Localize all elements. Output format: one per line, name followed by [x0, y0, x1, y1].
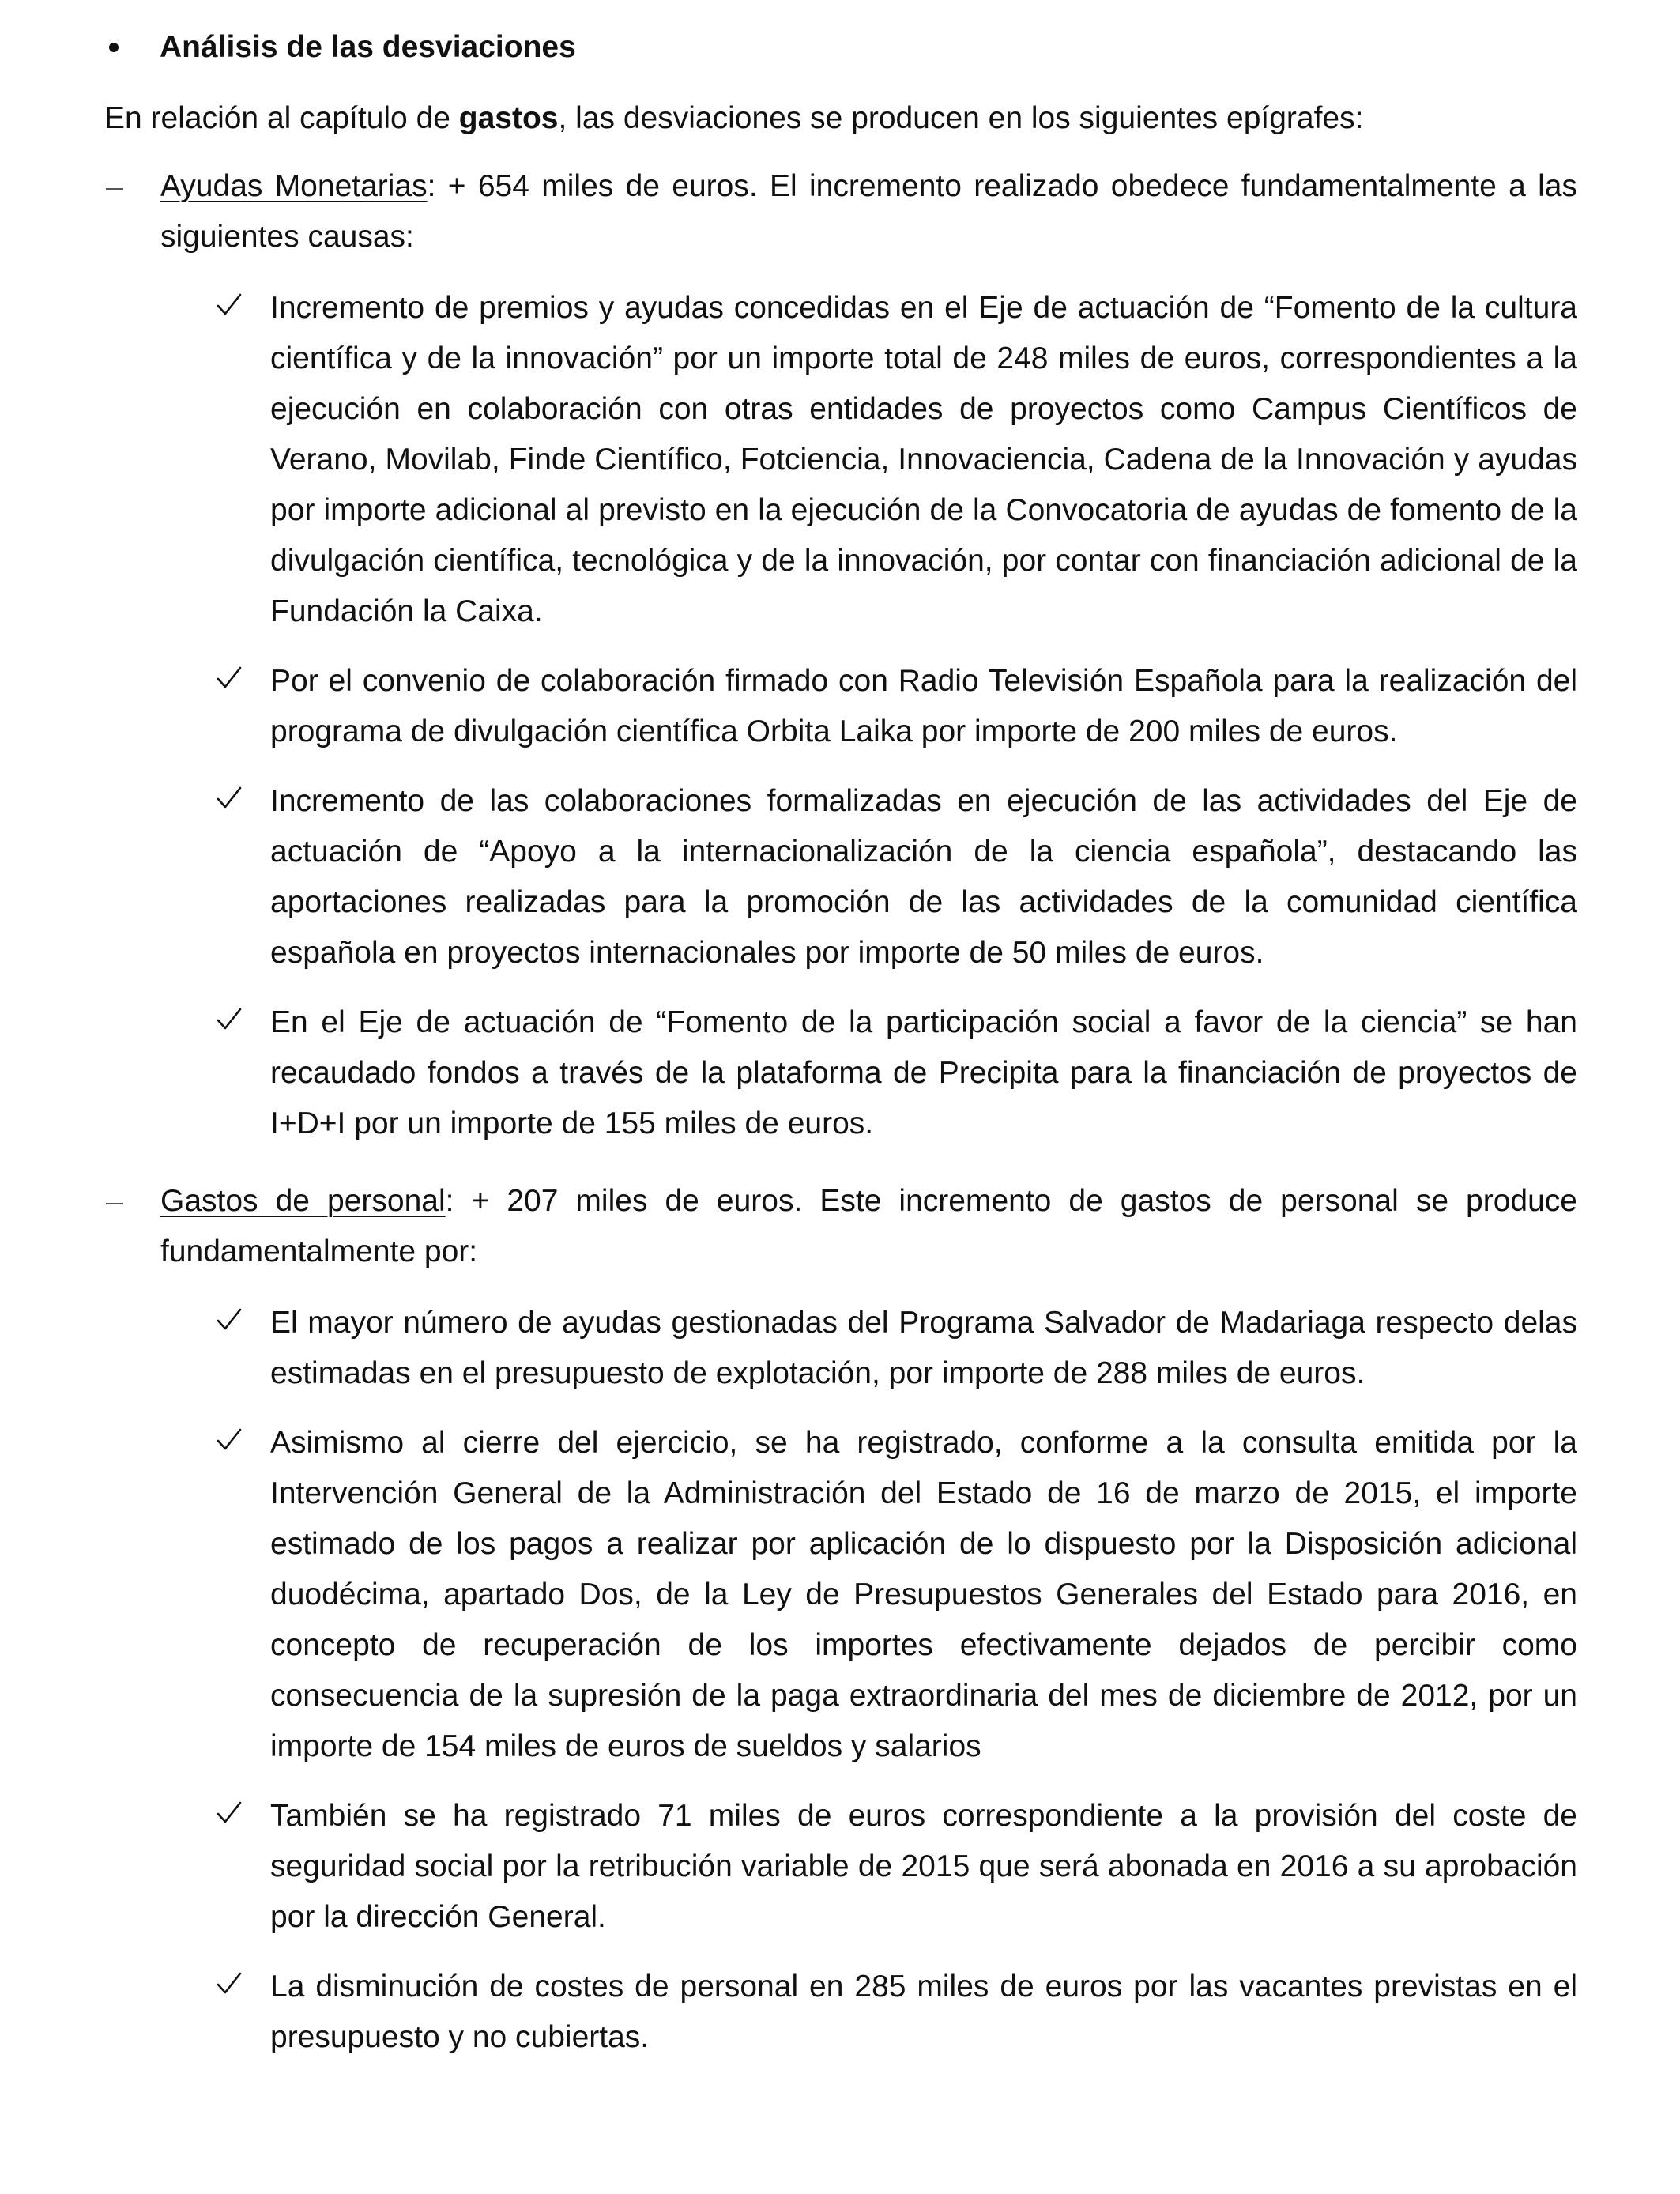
intro-bold: gastos [458, 101, 559, 135]
bullet-dot-icon [109, 43, 119, 52]
check-list-item [214, 283, 1577, 637]
dash-icon [106, 1203, 123, 1204]
dash-item-label: Gastos de personal [160, 1184, 446, 1218]
check-list-item [214, 1298, 1577, 1399]
check-item-text: La disminución de costes de personal en 285 miles de euros por las vacantes previstas en el presupuesto y no cubiertas. [270, 1970, 1577, 2054]
dash-item-text [160, 161, 1577, 262]
checkmark-icon [216, 1427, 243, 1453]
check-list-item [214, 1962, 1577, 2063]
check-item-text: Incremento de premios y ayudas concedidas en el Eje de actuación de “Fomento de la cultura científica y de la innovación” por un importe total de 248 miles de euros, correspondientes a la ejecución en colaboración con otras entidades de proyectos como Campus Científicos de Verano, Movilab, Finde Científico, Fotciencia, Innovaciencia, Cadena de la Innovación y ayudas por importe adicional al previsto en la ejecución de la Convocatoria de ayudas de fomento de la divulgación científica, tecnológica y de la innovación, por contar con financiación adicional de la Fundación la Caixa. [270, 291, 1577, 628]
dash-item-text [160, 1176, 1577, 1277]
dash-icon [106, 188, 123, 190]
heading-text: Análisis de las desviaciones [160, 30, 576, 64]
check-item-text: También se ha registrado 71 miles de euros correspondiente a la provisión del coste de seguridad social por la retribución variable de 2015 que será abonada en 2016 a su aprobación por la dirección General. [270, 1799, 1577, 1934]
check-item-text: El mayor número de ayudas gestionadas del Programa Salvador de Madariaga respecto delas estimadas en el presupuesto de explotación, por importe de 288 miles de euros. [270, 1306, 1577, 1390]
checkmark-icon [216, 1971, 243, 1996]
checkmark-icon [216, 1007, 243, 1032]
check-item-text: Asimismo al cierre del ejercicio, se ha registrado, conforme a la consulta emitida por la Intervención General de la Administración del Estado de 16 de marzo de 2015, el importe estimado de los pagos a realizar por aplicación de lo dispuesto por la Disposición adicional duodécima, apartado Dos, de la Ley de Presupuestos Generales del Estado para 2016, en concepto de recuperación de los importes efectivamente dejados de percibir como consecuencia de la supresión de la paga extraordinaria del mes de diciembre de 2012, por un importe de 154 miles de euros de sueldos y salarios [270, 1426, 1577, 1763]
dash-item-gastos-de-personal [104, 1176, 1577, 2063]
section-heading [104, 22, 1577, 73]
check-list-item [214, 1791, 1577, 1943]
checkmark-icon [216, 292, 243, 318]
intro-paragraph [104, 93, 1577, 144]
checkmark-icon [216, 1307, 243, 1333]
checkmark-icon [216, 665, 243, 691]
checkmark-icon [216, 786, 243, 811]
intro-before: En relación al capítulo de [104, 101, 459, 135]
dash-item-body: : + 654 miles de euros. El incremento realizado obedece fundamentalmente a las siguientes causas: [160, 169, 1577, 254]
check-item-text: Incremento de las colaboraciones formalizadas en ejecución de las actividades del Eje de actuación de “Apoyo a la internacionalización de la ciencia española”, destacando las aportaciones realizadas para la promoción de las actividades de la comunidad científica española en proyectos internacionales por importe de 50 miles de euros. [270, 784, 1577, 970]
check-list-item [214, 776, 1577, 978]
check-list [160, 283, 1577, 1149]
check-list-item [214, 656, 1577, 757]
intro-after: , las desviaciones se producen en los siguientes epígrafes: [558, 101, 1364, 135]
dash-item-body: : + 207 miles de euros. Este incremento de gastos de personal se produce fundamentalmente por: [160, 1184, 1577, 1269]
check-list-item [214, 997, 1577, 1149]
checkmark-icon [216, 1800, 243, 1826]
check-item-text: En el Eje de actuación de “Fomento de la participación social a favor de la ciencia” se han recaudado fondos a través de la plataforma de Precipita para la financiación de proyectos de I+D+I por un importe de 155 miles de euros. [270, 1005, 1577, 1140]
dash-item-ayudas-monetarias [104, 161, 1577, 1149]
dash-item-label: Ayudas Monetarias [160, 169, 428, 203]
check-list-item [214, 1418, 1577, 1772]
check-item-text: Por el convenio de colaboración firmado con Radio Televisión Española para la realización del programa de divulgación científica Orbita Laika por importe de 200 miles de euros. [270, 664, 1577, 748]
check-list [160, 1298, 1577, 2063]
